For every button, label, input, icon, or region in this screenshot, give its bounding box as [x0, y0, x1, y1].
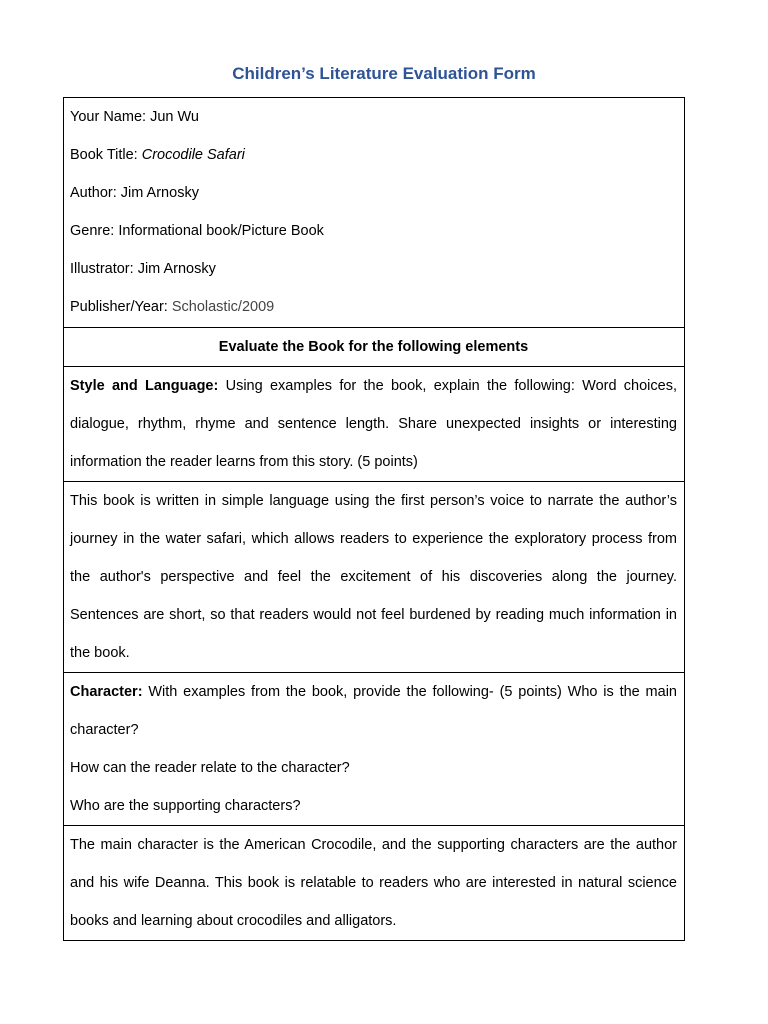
character-answer: The main character is the American Crocodile, and the supporting characters are the author and his wife Deanna. This book is relatable to readers who are interested in natural science books and learning about crocodiles and alligators.: [70, 837, 677, 929]
character-question-supporting: Who are the supporting characters?: [70, 798, 301, 814]
info-cell: [64, 98, 685, 328]
illustrator-label: Illustrator:: [70, 261, 138, 277]
info-row: [64, 98, 685, 328]
style-answer-row: [64, 482, 685, 673]
character-answer-cell: [64, 826, 685, 941]
publisher-label: Publisher/Year:: [70, 299, 172, 315]
genre-value: Informational book/Picture Book: [118, 223, 324, 239]
section-heading: Evaluate the Book for the following elements: [218, 339, 529, 355]
style-prompt-row: [64, 367, 685, 482]
character-prompt-text: With examples from the book, provide the following- (5 points) Who is the main character?: [70, 684, 677, 738]
book-title-label: Book Title:: [70, 147, 142, 163]
author-value: Jim Arnosky: [120, 185, 199, 201]
genre-label: Genre:: [70, 223, 119, 239]
author-line: [70, 174, 677, 212]
character-question-relate: How can the reader relate to the character?: [70, 760, 350, 776]
character-prompt-row: [64, 673, 685, 826]
character-lead: Character:: [70, 684, 143, 700]
section-heading-cell: [64, 328, 685, 367]
illustrator-value: Jim Arnosky: [137, 261, 216, 277]
style-prompt: [70, 367, 677, 481]
character-prompt-cell: [64, 673, 685, 826]
style-prompt-cell: [64, 367, 685, 482]
form-title: Children’s Literature Evaluation Form: [232, 64, 536, 83]
character-prompt: [70, 673, 677, 749]
style-lead: Style and Language:: [70, 378, 219, 394]
book-title-value: Crocodile Safari: [141, 147, 245, 163]
publisher-line: [70, 288, 677, 326]
name-label: Your Name:: [70, 109, 147, 125]
section-heading-row: [64, 328, 685, 367]
character-answer-row: [64, 826, 685, 941]
genre-line: [70, 212, 677, 250]
style-prompt-text: Using examples for the book, explain the following: Word choices, dialogue, rhythm, rhyme and sentence length. Share unexpected insights or interesting information the reader learns from this story. (5 points): [70, 378, 677, 470]
name-value: Jun Wu: [146, 109, 199, 125]
style-answer: This book is written in simple language using the first person’s voice to narrate the author’s journey in the water safari, which allows readers to experience the exploratory process from the author's perspective and feel the excitement of his discoveries along the journey. Sentences are short, so that readers would not feel burdened by reading much information in the book.: [70, 493, 677, 661]
name-line: [70, 98, 677, 136]
style-answer-cell: [64, 482, 685, 673]
author-label: Author:: [70, 185, 121, 201]
publisher-value: Scholastic/2009: [171, 299, 275, 315]
evaluation-table: [63, 97, 685, 941]
illustrator-line: [70, 250, 677, 288]
book-title-line: [70, 136, 677, 174]
